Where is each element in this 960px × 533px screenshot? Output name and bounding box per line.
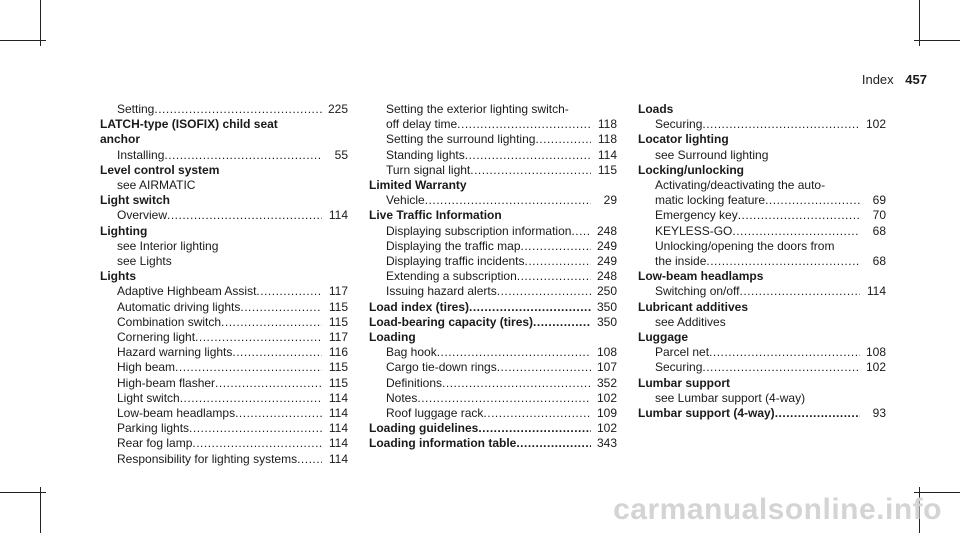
page-header [862,72,927,87]
index-subentry [369,284,617,299]
index-term: see AIRMATIC [117,178,196,193]
dot-leader [517,269,591,284]
index-term: Lumbar support [638,375,730,390]
index-term: Luggage [638,330,688,345]
index-page-ref[interactable]: 352 [596,375,617,390]
index-subentry [369,163,617,178]
dot-leader [535,132,591,147]
index-subentry [100,178,348,193]
index-subentry [100,208,348,223]
index-term: Combination switch [117,314,222,329]
index-term: Displaying the traffic map [386,238,521,253]
index-term: Live Traffic Information [369,208,502,223]
index-page-ref[interactable]: 102 [596,390,617,405]
index-subentry [638,284,886,299]
dot-leader [775,406,860,421]
index-term: Issuing hazard alerts [386,284,497,299]
dot-leader [417,391,591,406]
index-page-ref[interactable]: 68 [872,223,886,238]
index-page-ref[interactable]: 107 [596,360,617,375]
index-page-ref[interactable]: 115 [328,314,348,329]
dot-leader [571,224,591,239]
dot-leader [732,224,860,239]
index-term: Parcel net [655,345,710,360]
crop-mark [914,40,960,41]
index-subentry [100,436,348,451]
index-column-3 [638,102,886,421]
dot-leader [738,208,860,223]
index-page-ref[interactable]: 115 [328,375,348,390]
header-label: Index [861,72,894,87]
index-heading [369,421,617,436]
index-subentry [369,406,617,421]
index-page-ref[interactable]: 108 [865,345,886,360]
index-page-ref[interactable]: 69 [872,193,886,208]
dot-leader [180,391,322,406]
index-page-ref[interactable]: 109 [596,406,617,421]
index-term: Loading [369,330,416,345]
index-subentry [100,376,348,391]
dot-leader [195,330,322,345]
crop-mark [0,40,46,41]
index-page-ref[interactable]: 29 [603,193,617,208]
index-page-ref[interactable]: 115 [597,162,617,177]
index-page-ref[interactable]: 55 [334,147,348,162]
index-subentry [100,391,348,406]
index-subentry [638,315,886,330]
index-page-ref[interactable]: 102 [865,360,886,375]
dot-leader [702,360,860,375]
index-subentry [100,452,348,467]
index-term: Turn signal light [386,162,471,177]
index-subentry [369,102,617,117]
index-term: Displaying subscription information [386,223,572,238]
index-term: Loading guidelines [369,421,479,436]
index-term: Vehicle [386,193,425,208]
crop-mark [40,487,41,533]
index-page-ref[interactable]: 102 [865,117,886,132]
dot-leader [516,436,591,451]
crop-mark [0,492,46,493]
index-term: Installing [117,147,165,162]
index-heading [369,300,617,315]
dot-leader [442,376,591,391]
index-subentry [638,117,886,132]
index-page-ref[interactable]: 115 [328,360,348,375]
index-page-ref[interactable]: 117 [328,330,348,345]
index-term: Emergency key [655,208,738,223]
index-term: High-beam flasher [117,375,216,390]
index-term: Responsibility for lighting systems [117,451,298,466]
index-page-ref[interactable]: 114 [866,284,886,299]
index-subentry [369,376,617,391]
index-heading [638,330,886,345]
index-page-ref[interactable]: 114 [328,436,348,451]
index-page-ref[interactable]: 68 [872,254,886,269]
dot-leader [469,300,591,315]
index-term: Light switch [117,390,180,405]
index-term: Standing lights [386,147,465,162]
index-heading [100,193,348,208]
index-subentry [638,224,886,239]
index-term: Setting [117,102,155,116]
index-term: Cargo tie-down rings [386,360,497,375]
index-page-ref[interactable]: 116 [328,345,348,360]
index-heading [638,300,886,315]
index-term: High beam [117,360,176,375]
page-number: 457 [905,72,927,87]
index-term: Definitions [386,375,443,390]
index-heading [638,163,886,178]
dot-leader [215,376,322,391]
dot-leader [478,421,591,436]
index-page-ref[interactable]: 114 [597,147,617,162]
index-heading [369,208,617,223]
dot-leader [297,452,322,467]
index-page-ref[interactable]: 114 [328,451,348,466]
index-page-ref[interactable]: 70 [872,208,886,223]
dot-leader [437,345,591,360]
index-heading [100,269,348,284]
index-term: matic locking feature [655,193,766,208]
index-page-ref[interactable]: 350 [596,299,617,314]
index-term: Notes [386,390,418,405]
watermark: carmanualsonline.info [613,493,942,526]
index-term: Lumbar support (4-way) [638,406,775,421]
index-subentry [369,391,617,406]
index-subentry [100,148,348,163]
index-term: Load-bearing capacity (tires) [369,314,534,329]
index-term: Locator lighting [638,132,729,147]
index-subentry [369,269,617,284]
dot-leader [533,315,591,330]
index-page-ref[interactable]: 225 [327,102,348,116]
index-page-ref[interactable]: 108 [596,345,617,360]
index-subentry [100,360,348,375]
index-page-ref[interactable]: 115 [328,299,348,314]
dot-leader [167,208,322,223]
index-heading [638,269,886,284]
index-subentry [100,239,348,254]
dot-leader [164,148,322,163]
index-term: see Interior lighting [117,238,219,253]
dot-leader [154,102,322,117]
dot-leader [709,345,860,360]
index-subentry [638,208,886,223]
dot-leader [521,239,591,254]
index-term: Displaying traffic incidents [386,254,525,269]
index-term: Securing [655,360,703,375]
index-subentry [369,360,617,375]
index-subentry [638,148,886,163]
dot-leader [192,436,322,451]
index-term: Overview [117,208,168,223]
index-heading [638,132,886,147]
index-term: anchor [100,132,141,147]
index-page-ref[interactable]: 250 [596,284,617,299]
index-subentry [100,421,348,436]
index-term: see Lights [117,254,172,269]
index-page-ref[interactable]: 343 [596,436,617,451]
dot-leader [740,284,861,299]
dot-leader [497,284,591,299]
index-term: see Surround lighting [655,147,769,162]
index-page-ref[interactable]: 102 [596,421,617,436]
index-term: LATCH-type (ISOFIX) child seat [100,117,278,132]
index-heading [100,224,348,239]
index-subentry [638,239,886,254]
index-term: Setting the exterior lighting switch- [386,102,569,116]
index-subentry [100,284,348,299]
index-term: Rear fog lamp [117,436,193,451]
index-term: Loads [638,102,674,116]
dot-leader [483,406,591,421]
index-page-ref[interactable]: 114 [328,208,348,223]
index-term: Extending a subscription [386,269,517,284]
index-term: see Lumbar support (4-way) [655,390,806,405]
index-term: Lighting [100,223,148,238]
index-term: Low-beam headlamps [117,406,236,421]
index-page-ref[interactable]: 93 [872,406,886,421]
dot-leader [470,163,591,178]
dot-leader [221,315,322,330]
index-page-ref[interactable]: 248 [596,269,617,284]
index-term: the inside [655,254,707,269]
index-subentry [100,406,348,421]
index-heading [638,376,886,391]
index-term: Unlocking/opening the doors from [655,238,835,253]
index-term: Bag hook [386,345,437,360]
index-term: Lubricant additives [638,299,749,314]
index-page-ref[interactable]: 350 [596,314,617,329]
dot-leader [175,360,322,375]
index-subentry [100,315,348,330]
index-term: Switching on/off [655,284,740,299]
index-term: Loading information table [369,436,517,451]
index-page-ref[interactable]: 248 [596,223,617,238]
index-term: Low-beam headlamps [638,269,764,284]
index-heading [100,163,348,178]
index-heading [369,315,617,330]
index-heading [638,102,886,117]
index-term: Load index (tires) [369,299,470,314]
index-subentry [100,300,348,315]
index-heading [369,178,617,193]
index-subentry [369,239,617,254]
index-column-2 [369,102,617,452]
index-heading [369,436,617,451]
index-term: see Additives [655,314,726,329]
index-subentry [638,193,886,208]
index-subentry [369,193,617,208]
index-term: off delay time [386,117,458,132]
index-subentry [638,254,886,269]
index-page-ref[interactable]: 114 [328,421,348,436]
index-heading [638,406,886,421]
dot-leader [706,254,860,269]
index-page-ref[interactable]: 114 [328,390,348,405]
dot-leader [240,300,322,315]
index-subentry [638,391,886,406]
index-subentry [369,345,617,360]
index-subentry [638,178,886,193]
index-page-ref[interactable]: 249 [596,238,617,253]
index-term: Automatic driving lights [117,299,241,314]
dot-leader [232,345,322,360]
index-page-ref[interactable]: 118 [597,117,617,132]
index-subentry [100,102,348,117]
dot-leader [425,193,591,208]
dot-leader [457,117,591,132]
index-term: KEYLESS-GO [655,223,733,238]
index-term: Hazard warning lights [117,345,233,360]
index-page-ref[interactable]: 118 [597,132,617,147]
index-subentry [369,117,617,132]
dot-leader [765,193,860,208]
index-subentry [369,148,617,163]
index-subentry [638,360,886,375]
index-subentry [369,254,617,269]
dot-leader [465,148,591,163]
index-subentry [369,132,617,147]
index-term: Adaptive Highbeam Assist [117,284,257,299]
index-page-ref[interactable]: 114 [328,406,348,421]
index-term: Securing [655,117,703,132]
index-term: Setting the surround lighting [386,132,536,147]
index-term: Lights [100,269,136,284]
index-subentry [100,345,348,360]
index-term: Activating/deactivating the auto- [655,178,826,193]
dot-leader [235,406,322,421]
index-heading [369,330,617,345]
index-subentry [638,345,886,360]
index-heading [100,117,348,132]
index-term: Level control system [100,162,220,177]
index-term: Limited Warranty [369,178,467,193]
index-term: Locking/unlocking [638,162,745,177]
dot-leader [525,254,591,269]
dot-leader [256,284,322,299]
index-term: Roof luggage rack [386,406,484,421]
index-subentry [369,224,617,239]
index-page-ref[interactable]: 249 [596,254,617,269]
dot-leader [702,117,860,132]
index-term: Light switch [100,193,170,208]
dot-leader [189,421,322,436]
index-heading [100,132,348,147]
index-term: Parking lights [117,421,190,436]
index-column-1 [100,102,348,467]
index-subentry [100,330,348,345]
index-subentry [100,254,348,269]
index-page-ref[interactable]: 117 [328,284,348,299]
index-term: Cornering light [117,330,196,345]
dot-leader [497,360,591,375]
